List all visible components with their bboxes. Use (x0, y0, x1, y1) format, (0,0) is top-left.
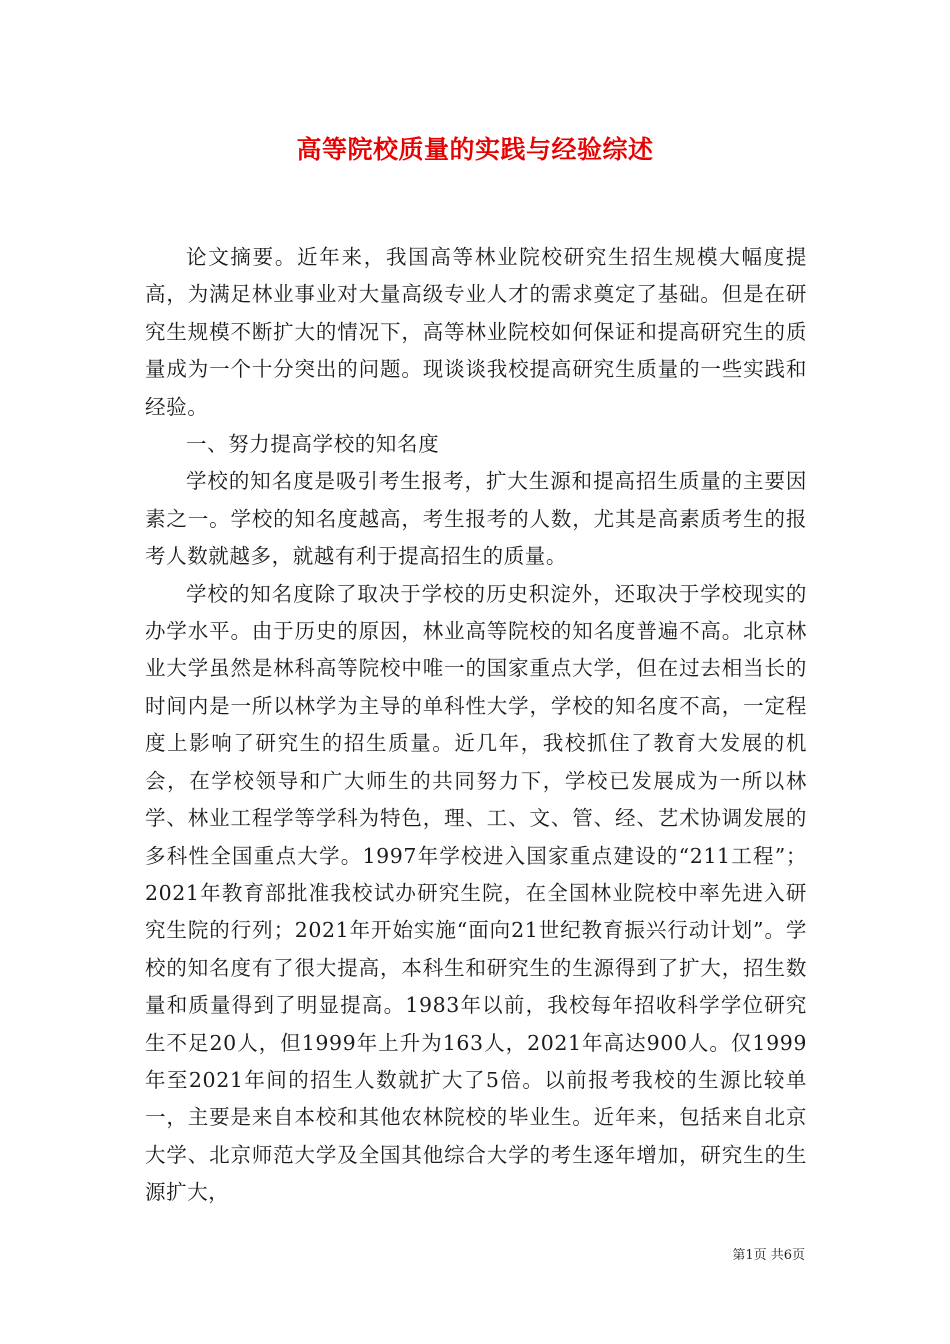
body-paragraph: 学校的知名度是吸引考生报考，扩大生源和提高招生质量的主要因素之一。学校的知名度越高，考生报考的人数，尤其是高素质考生的报考人数就越多，就越有利于提高招生的质量。 (145, 469, 807, 569)
page-number: 第1页 共6页 (732, 1248, 805, 1263)
section-heading: 一、努力提高学校的知名度 (186, 432, 440, 457)
document-body (145, 239, 807, 1212)
document-title: 高等院校质量的实践与经验综述 (296, 135, 654, 164)
abstract-paragraph: 论文摘要。近年来，我国高等林业院校研究生招生规模大幅度提高，为满足林业事业对大量高级专业人才的需求奠定了基础。但是在研究生规模不断扩大的情况下，高等林业院校如何保证和提高研究生的质量成为一个十分突出的问题。现谈谈我校提高研究生质量的一些实践和经验。 (145, 245, 807, 419)
body-paragraph: 学校的知名度除了取决于学校的历史积淀外，还取决于学校现实的办学水平。由于历史的原因，林业高等院校的知名度普遍不高。北京林业大学虽然是林科高等院校中唯一的国家重点大学，但在过去相当长的时间内是一所以林学为主导的单科性大学，学校的知名度不高，一定程度上影响了研究生的招生质量。近几年，我校抓住了教育大发展的机会，在学校领导和广大师生的共同努力下，学校已发展成为一所以林学、林业工程学等学科为特色，理、工、文、管、经、艺术协调发展的多科性全国重点大学。1997年学校进入国家重点建设的“211工程”；2021年教育部批准我校试办研究生院，在全国林业院校中率先进入研究生院的行列；2021年开始实施“面向21世纪教育振兴行动计划”。学校的知名度有了很大提高，本科生和研究生的生源得到了扩大，招生数量和质量得到了明显提高。1983年以前，我校每年招收科学学位研究生不足20人，但1999年上升为163人，2021年高达900人。仅1999年至2021年间的招生人数就扩大了5倍。以前报考我校的生源比较单一，主要是来自本校和其他农林院校的毕业生。近年来，包括来自北京大学、北京师范大学及全国其他综合大学的考生逐年增加，研究生的生源扩大， (145, 581, 807, 1205)
